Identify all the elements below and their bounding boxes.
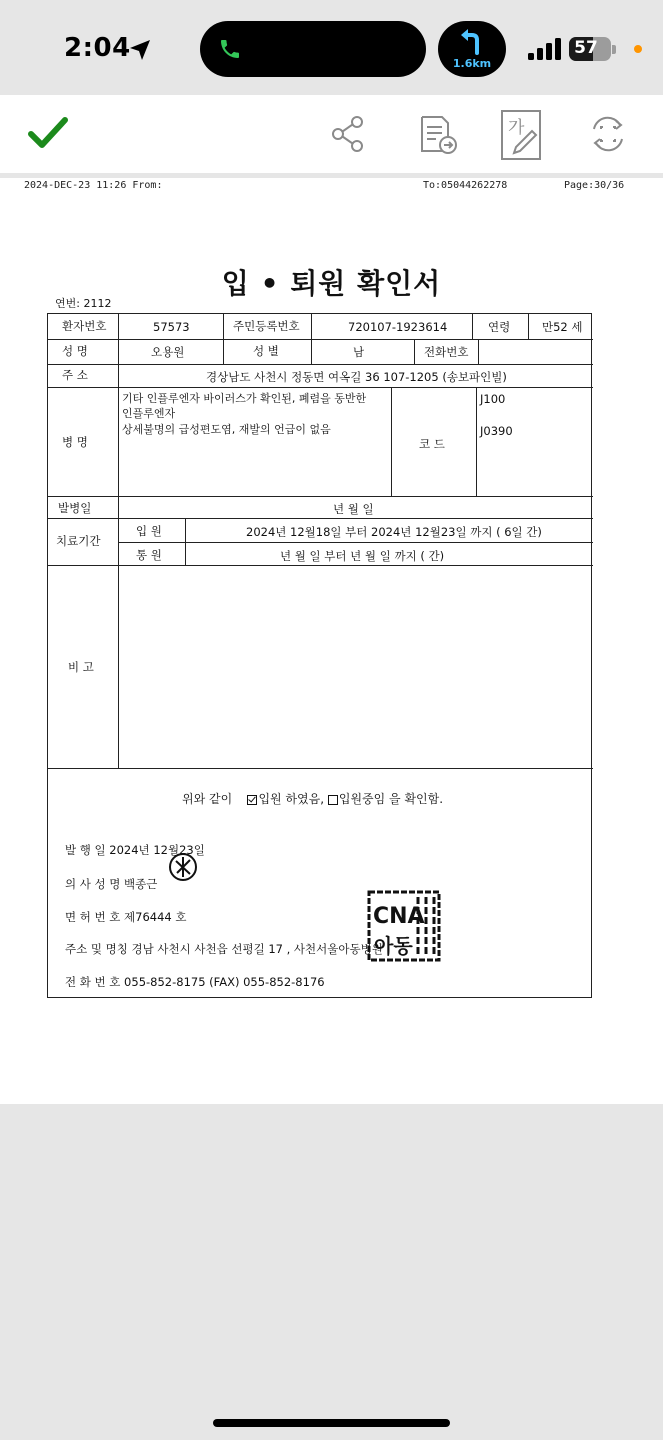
value-onset: 년 월 일 bbox=[333, 502, 374, 516]
text-edit-button[interactable] bbox=[500, 109, 542, 161]
confirm-option-2: 입원중임 을 확인함. bbox=[338, 792, 444, 806]
svg-text:가: 가 bbox=[508, 118, 525, 138]
inpatient-done-checkbox bbox=[247, 795, 257, 805]
nav-distance: 1.6km bbox=[452, 57, 492, 70]
hospital-address: 주소 및 명칭 경남 사천시 사천읍 선평길 17 , 사천서울아동병원 bbox=[65, 942, 383, 956]
label-age: 연령 bbox=[488, 320, 511, 334]
phone-icon bbox=[218, 37, 242, 61]
value-diagnosis-3: 상세불명의 급성편도염, 재발의 언급이 없음 bbox=[122, 423, 331, 436]
label-phone: 전화번호 bbox=[424, 345, 469, 359]
status-bar bbox=[0, 0, 663, 95]
label-code: 코 드 bbox=[419, 437, 445, 451]
fax-header-page: Page:30/36 bbox=[564, 180, 625, 191]
export-icon[interactable] bbox=[418, 115, 458, 155]
label-sex: 성 별 bbox=[253, 344, 279, 358]
value-code-1: J100 bbox=[480, 392, 506, 406]
rotate-icon[interactable] bbox=[588, 115, 628, 153]
fax-header-left: 2024-DEC-23 11:26 From: bbox=[24, 180, 163, 191]
inpatient-ongoing-checkbox bbox=[328, 795, 338, 805]
navigation-live-activity[interactable] bbox=[438, 21, 506, 77]
doctor-seal-stamp bbox=[168, 852, 198, 882]
cellular-signal-icon bbox=[528, 38, 562, 60]
label-diagnosis: 병 명 bbox=[62, 435, 88, 449]
license-number: 면 허 번 호 제76444 호 bbox=[65, 910, 187, 924]
svg-text:아동: 아동 bbox=[374, 934, 413, 958]
status-time: 2:04 bbox=[64, 33, 131, 63]
value-name: 오용원 bbox=[151, 345, 185, 359]
value-code-2: J0390 bbox=[480, 424, 513, 438]
dynamic-island-call[interactable] bbox=[200, 21, 426, 77]
hospital-phone: 전 화 번 호 055-852-8175 (FAX) 055-852-8176 bbox=[65, 975, 325, 989]
turn-left-arrow-icon bbox=[457, 27, 487, 55]
certificate-form bbox=[47, 313, 592, 998]
label-address: 주 소 bbox=[62, 368, 88, 382]
value-age: 만52 세 bbox=[542, 320, 583, 334]
home-indicator[interactable] bbox=[213, 1419, 450, 1427]
value-address: 경상남도 사천시 정동면 여옥길 36 107-1205 (송보파인빌) bbox=[206, 370, 507, 384]
label-name: 성 명 bbox=[62, 344, 88, 358]
document-serial: 연번: 2112 bbox=[55, 297, 112, 310]
text-edit-icon bbox=[500, 109, 542, 161]
label-onset: 발병일 bbox=[58, 501, 92, 515]
battery-icon bbox=[569, 37, 611, 61]
doctor-name: 의 사 성 명 백종근 bbox=[65, 877, 158, 891]
confirm-prefix: 위와 같이 bbox=[182, 792, 233, 806]
document-toolbar bbox=[0, 95, 663, 173]
value-outpatient: 년 월 일 부터 년 월 일 까지 ( 간) bbox=[280, 549, 445, 563]
share-icon[interactable] bbox=[330, 115, 368, 153]
svg-text:CNA: CNA bbox=[373, 904, 425, 929]
label-resident-no: 주민등록번호 bbox=[233, 319, 300, 333]
value-patient-no: 57573 bbox=[153, 320, 190, 334]
checkmark-icon[interactable] bbox=[28, 115, 68, 151]
value-diagnosis-1: 기타 인플루엔자 바이러스가 확인된, 폐렴을 동반한 bbox=[122, 392, 367, 405]
confirm-option-1: 입원 하였음, bbox=[258, 792, 325, 806]
hospital-seal-stamp bbox=[366, 889, 442, 963]
label-outpatient: 통 원 bbox=[136, 548, 162, 562]
document-page bbox=[0, 178, 663, 1104]
document-title: 입 • 퇴원 확인서 bbox=[221, 267, 442, 300]
location-arrow-icon bbox=[128, 38, 152, 62]
issue-date: 발 행 일 2024년 12월23일 bbox=[65, 843, 205, 857]
privacy-indicator-dot bbox=[634, 45, 642, 53]
label-remarks: 비 고 bbox=[68, 660, 94, 674]
confirm-statement bbox=[182, 790, 443, 807]
value-resident-no: 720107-1923614 bbox=[348, 320, 448, 334]
value-inpatient: 2024년 12월18일 부터 2024년 12월23일 까지 ( 6일 간) bbox=[246, 525, 542, 539]
fax-header-to: To:05044262278 bbox=[423, 180, 508, 191]
label-patient-no: 환자번호 bbox=[62, 319, 107, 333]
label-treatment-period: 치료기간 bbox=[56, 534, 101, 548]
battery-tip bbox=[612, 45, 616, 54]
value-sex: 남 bbox=[353, 345, 365, 359]
label-inpatient: 입 원 bbox=[136, 524, 162, 538]
battery-level: 57 bbox=[574, 38, 598, 58]
value-diagnosis-2: 인플루엔자 bbox=[122, 407, 176, 420]
